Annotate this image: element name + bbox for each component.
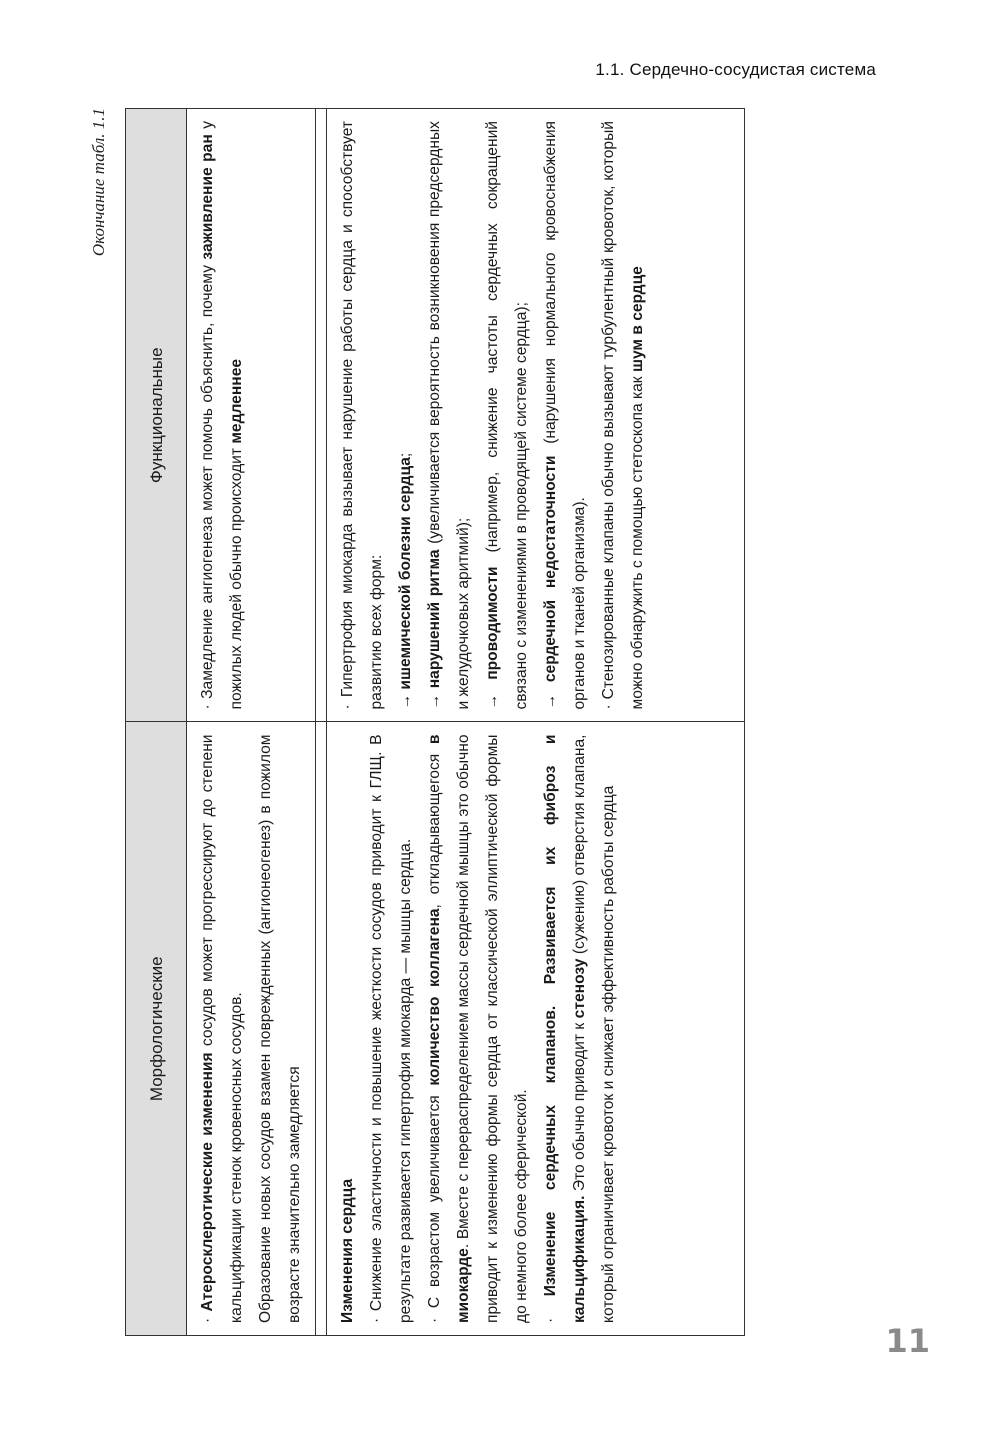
- list-item: → проводимости (например, снижение частоты сердечных сокращений связано с изменениями в проводящей системе сердца);: [484, 121, 530, 710]
- comparison-table: [125, 108, 745, 1336]
- header-morphological: Морфологические: [126, 722, 187, 1336]
- running-head: 1.1. Сердечно-сосудистая система: [595, 60, 876, 79]
- list-item: → ишемической болезни сердца;: [397, 452, 414, 710]
- bold-term: сердечной недостаточности: [542, 455, 559, 683]
- paragraph: Образование новых сосудов взамен поврежденных (ангионеогенез) в пожилом возрасте значительно замедляется: [257, 734, 303, 1323]
- section-heading: Изменения сердца: [339, 1178, 356, 1323]
- paragraph: · С возрастом увеличивается количество коллагена, откладывающегося в миокарде. Вместе с перераспределением массы сердечной мышцы это обычно приводит к изменению формы сердца от классической эллиптической формы до немного более сферической.: [426, 734, 530, 1323]
- paragraph: · Изменение сердечных клапанов. Развивается их фиброз и кальцификация. Это обычно приводит к стенозу (сужению) отверстия клапана, который ограничивает кровоток и снижает эффективность работы сердца: [542, 734, 617, 1323]
- cell-morph-heart: [327, 722, 745, 1336]
- table-row: [327, 109, 745, 1336]
- paragraph: · Замедление ангиогенеза может помочь объяснить, почему заживление ран у пожилых людей обычно происходит медленнее: [199, 120, 245, 710]
- bold-term: шум в сердце: [629, 266, 646, 373]
- header-functional: Функциональные: [126, 109, 187, 723]
- bold-term: Атеросклеротические изменения: [199, 1052, 216, 1312]
- bold-term: медленнее: [228, 358, 245, 444]
- bold-term: в миокарде: [426, 734, 472, 1323]
- rotated-table-area: [89, 108, 745, 1336]
- table-row: [187, 109, 316, 1336]
- page-number: 11: [885, 1322, 930, 1360]
- bold-term: стенозу: [571, 958, 588, 1019]
- bold-term: ишемической болезни сердца: [397, 457, 414, 690]
- paragraph: · Стенозированные клапаны обычно вызывают турбулентный кровоток, который можно обнаружить с помощью стетоскопа как шум в сердце: [600, 121, 646, 710]
- cell-func-heart: [327, 109, 745, 723]
- bold-term: заживление ран: [199, 134, 216, 260]
- bold-term: нарушений ритма: [426, 549, 443, 689]
- cell-func-vessels: [187, 109, 316, 723]
- row-separator: [316, 109, 327, 1336]
- bold-term: проводимости: [484, 566, 501, 680]
- list-item: → сердечной недостаточности (нарушения нормального кровоснабжения органов и тканей организма).: [542, 121, 588, 710]
- bold-term: Изменение сердечных клапанов. Развивается их фиброз и кальцификация.: [542, 734, 588, 1323]
- table-caption: Окончание табл. 1.1: [89, 108, 108, 257]
- list-item: → нарушений ритма (увеличивается вероятность возникновения предсердных и желудочковых аритмий);: [426, 121, 472, 710]
- paragraph: · Атеросклеротические изменения сосудов может прогрессируют до степени кальцификации стенок кровеносных сосудов.: [199, 734, 245, 1323]
- cell-morph-vessels: [187, 722, 316, 1336]
- paragraph: · Гипертрофия миокарда вызывает нарушение работы сердца и способствует развитию всех форм:: [339, 121, 385, 710]
- paragraph: · Снижение эластичности и повышение жесткости сосудов приводит к ГЛЩ. В результате развивается гипертрофия миокарда — мышцы сердца.: [368, 734, 414, 1323]
- bold-term: количество коллагена: [426, 908, 443, 1086]
- table-header-row: [126, 109, 187, 1336]
